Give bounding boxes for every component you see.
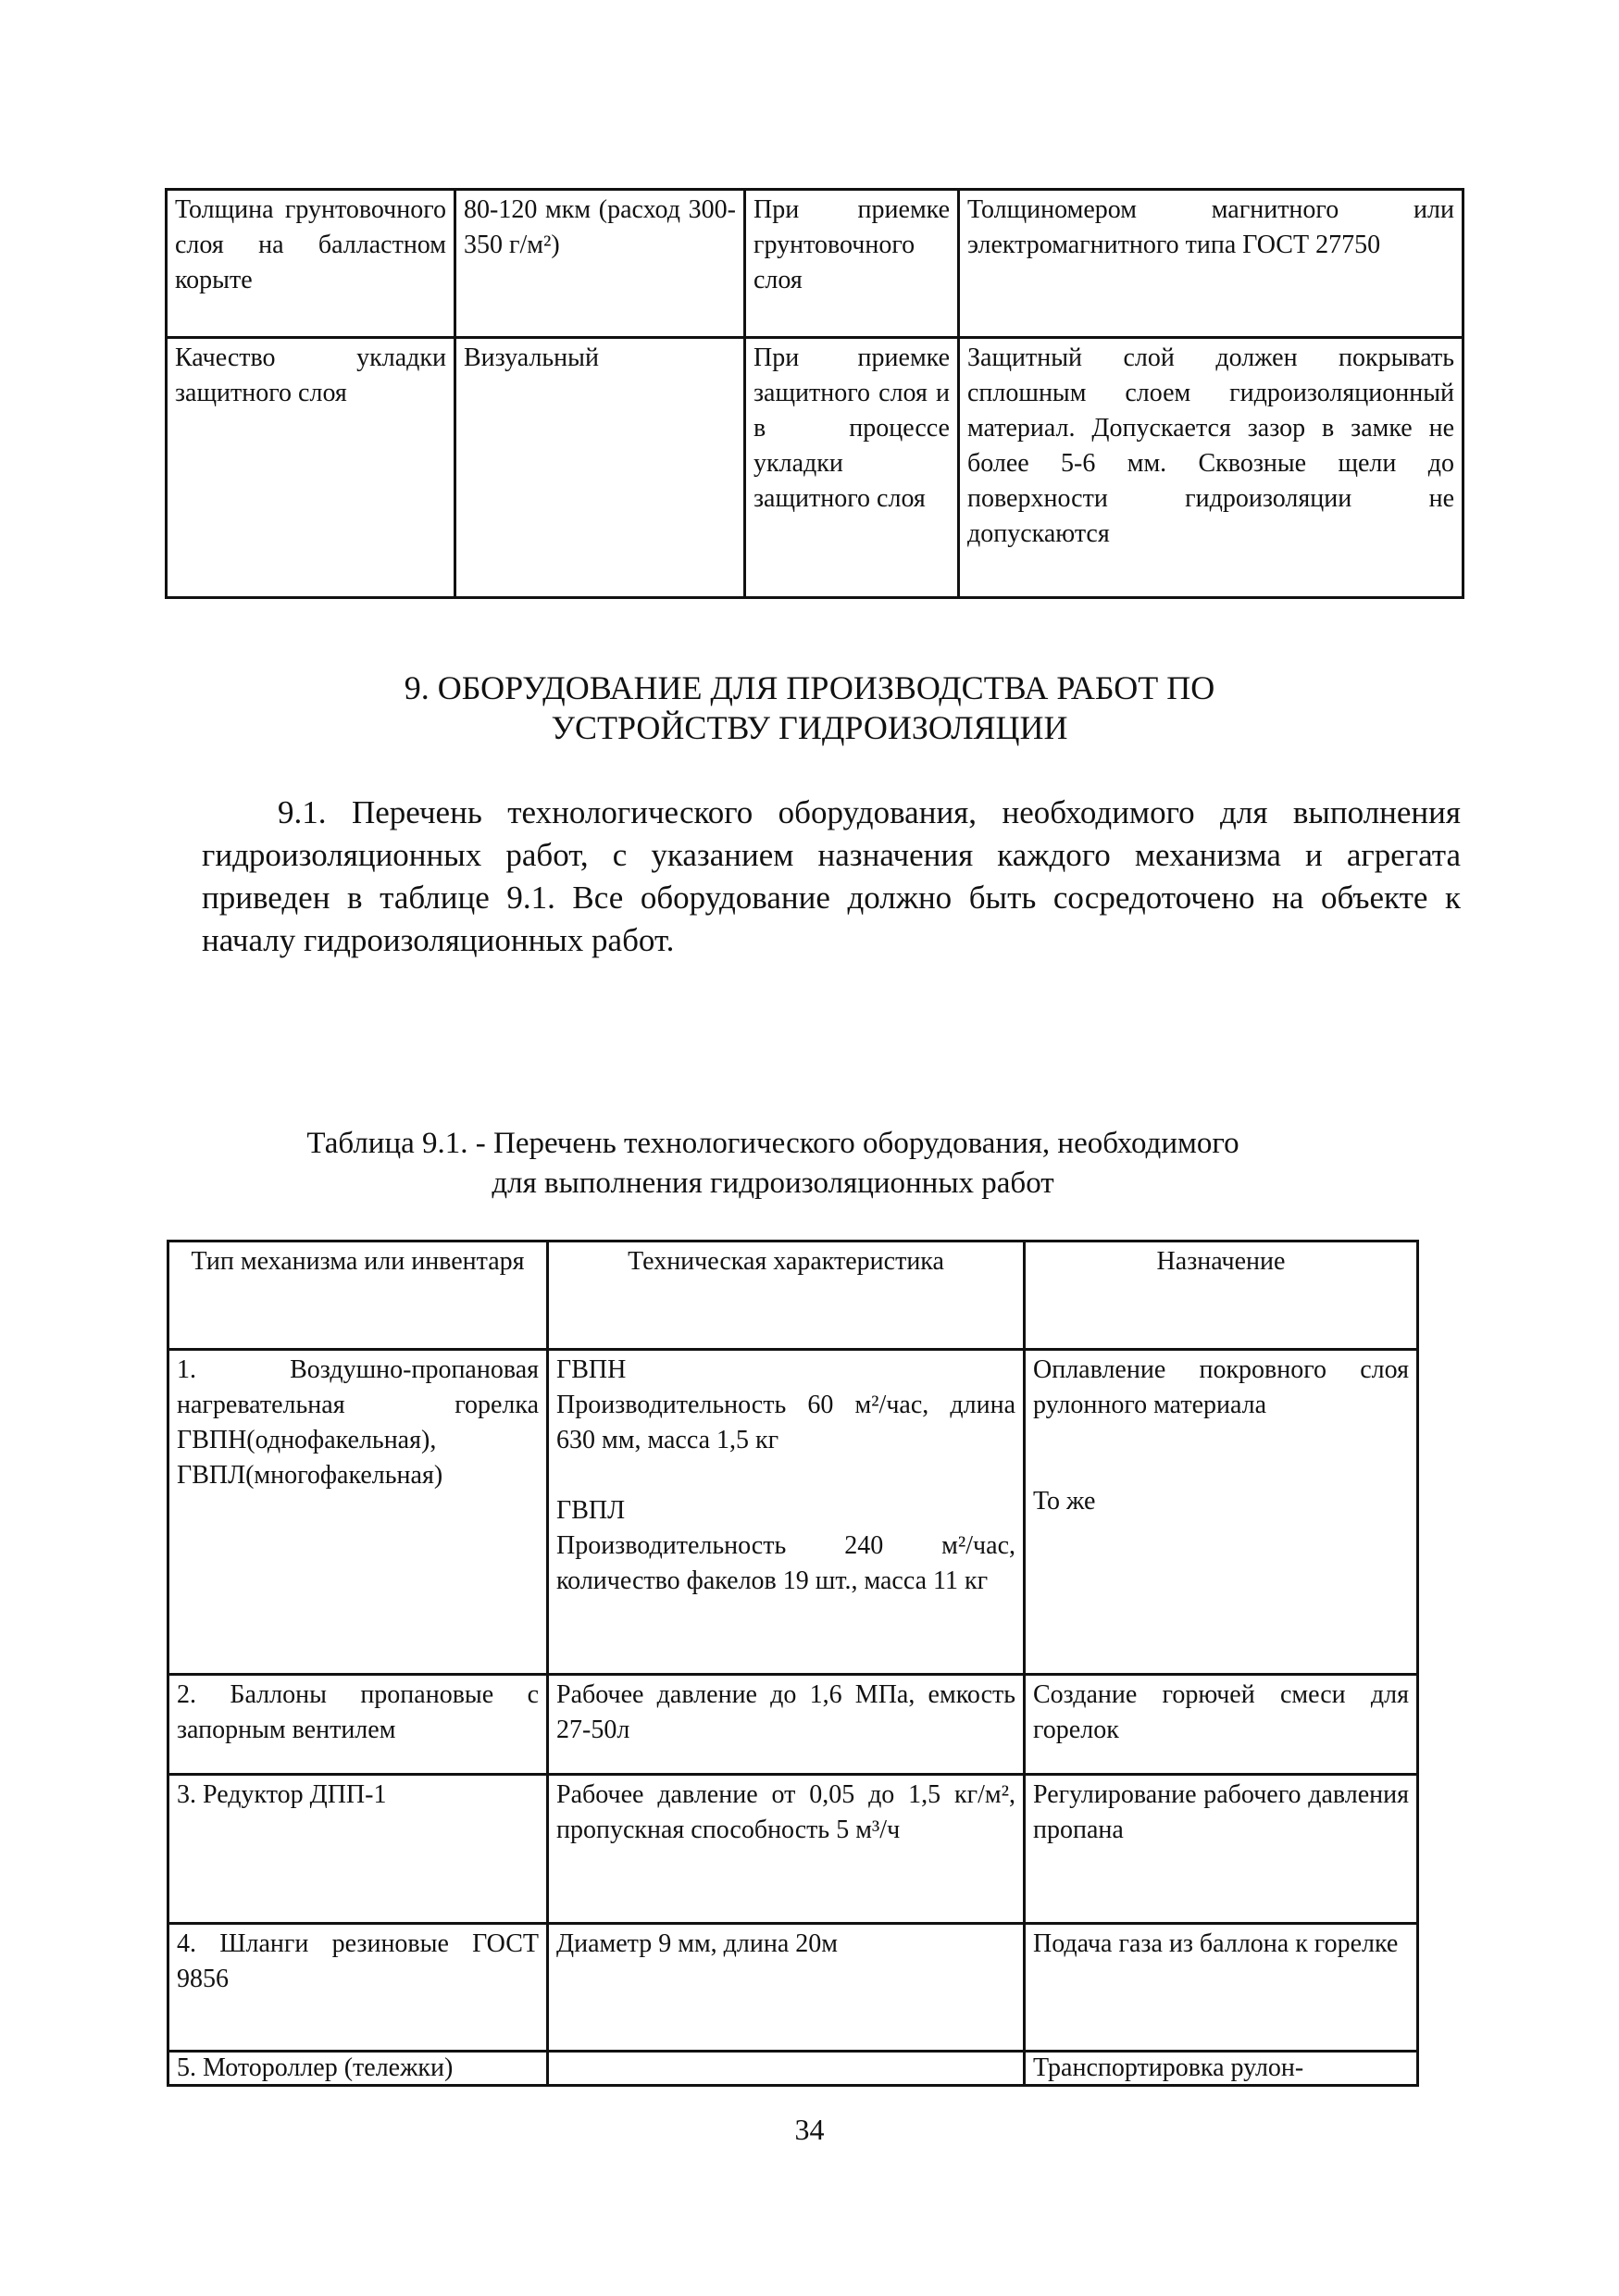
caption-line: Таблица 9.1. - Перечень технологического оборудования, необходимого (306, 1127, 1239, 1160)
table-cell: Диаметр 9 мм, длина 20м (548, 1924, 1025, 2052)
heading-line: УСТРОЙСТВУ ГИДРОИЗОЛЯЦИИ (551, 709, 1068, 746)
column-header: Техническая характеристика (548, 1242, 1025, 1350)
table-cell: Толщиномером магнитного или электромагнитного типа ГОСТ 27750 (959, 190, 1463, 338)
table-cell (1025, 1350, 1418, 1675)
section-heading (0, 668, 1619, 748)
page-number: 34 (794, 2113, 825, 2146)
table-cell: Рабочее давление от 0,05 до 1,5 кг/м², пропускная способность 5 м³/ч (548, 1775, 1025, 1924)
equipment-table (167, 1240, 1419, 2087)
table-row (167, 338, 1463, 598)
spec-line: Производительность 60 м²/час, длина 630 мм, масса 1,5 кг (556, 1391, 1015, 1454)
spec-line: ГВПЛ (556, 1496, 626, 1525)
column-header: Назначение (1025, 1242, 1418, 1350)
table-cell: Визуальный (455, 338, 745, 598)
table-header-row (168, 1242, 1418, 1350)
table-cell: Регулирование рабочего давления пропана (1025, 1775, 1418, 1924)
table-cell: Толщина грунтовочного слоя на балластном корыте (167, 190, 455, 338)
table-cell: 5. Мотороллер (тележки) (168, 2052, 548, 2086)
table-cell: Подача газа из баллона к горелке (1025, 1924, 1418, 2052)
table-row (168, 2052, 1418, 2086)
table-cell: Создание горючей смеси для горелок (1025, 1675, 1418, 1775)
table-cell: Рабочее давление до 1,6 МПа, емкость 27-50л (548, 1675, 1025, 1775)
table-cell: 2. Баллоны пропановые с запорным вентилем (168, 1675, 548, 1775)
table-row (167, 190, 1463, 338)
spec-line: ГВПН (556, 1355, 627, 1384)
table-cell (548, 2052, 1025, 2086)
table-cell: 1. Воздушно-пропановая нагревательная горелка ГВПН(однофакельная), ГВПЛ(многофакельная) (168, 1350, 548, 1675)
table-row (168, 1924, 1418, 2052)
table-row (168, 1350, 1418, 1675)
table-row (168, 1675, 1418, 1775)
table-caption (181, 1124, 1365, 1204)
purpose-line: Оплавление покровного слоя рулонного материала (1033, 1355, 1409, 1419)
purpose-line: То же (1033, 1487, 1096, 1516)
table-cell: 80-120 мкм (расход 300-350 г/м²) (455, 190, 745, 338)
table-cell: Защитный слой должен покрывать сплошным слоем гидроизоляционный материал. Допускается зазор в замке не более 5-6 мм. Сквозные щели до поверхности гидроизоляции не допускаются (959, 338, 1463, 598)
spec-line: Производительность 240 м²/час, количество факелов 19 шт., масса 11 кг (556, 1531, 1015, 1595)
section-paragraph: 9.1. Перечень технологического оборудования, необходимого для выполнения гидроизоляционных работ, с указанием назначения каждого механизма и агрегата приведен в таблице 9.1. Все оборудование должно быть сосредоточено на объекте к началу гидроизоляционных работ. (202, 794, 1461, 958)
table-cell: 4. Шланги резиновые ГОСТ 9856 (168, 1924, 548, 2052)
column-header: Тип механизма или инвентаря (168, 1242, 548, 1350)
quality-control-table (165, 188, 1464, 599)
heading-line: 9. ОБОРУДОВАНИЕ ДЛЯ ПРОИЗВОДСТВА РАБОТ ПО (404, 669, 1215, 706)
table-cell: Транспортировка рулон- (1025, 2052, 1418, 2086)
table-cell: При приемке защитного слоя и в процессе укладки защитного слоя (745, 338, 959, 598)
table-cell: 3. Редуктор ДПП-1 (168, 1775, 548, 1924)
caption-line: для выполнения гидроизоляционных работ (492, 1167, 1054, 1200)
table-cell: Качество укладки защитного слоя (167, 338, 455, 598)
table-cell: При приемке грунтовочного слоя (745, 190, 959, 338)
table-cell (548, 1350, 1025, 1675)
table-row (168, 1775, 1418, 1924)
